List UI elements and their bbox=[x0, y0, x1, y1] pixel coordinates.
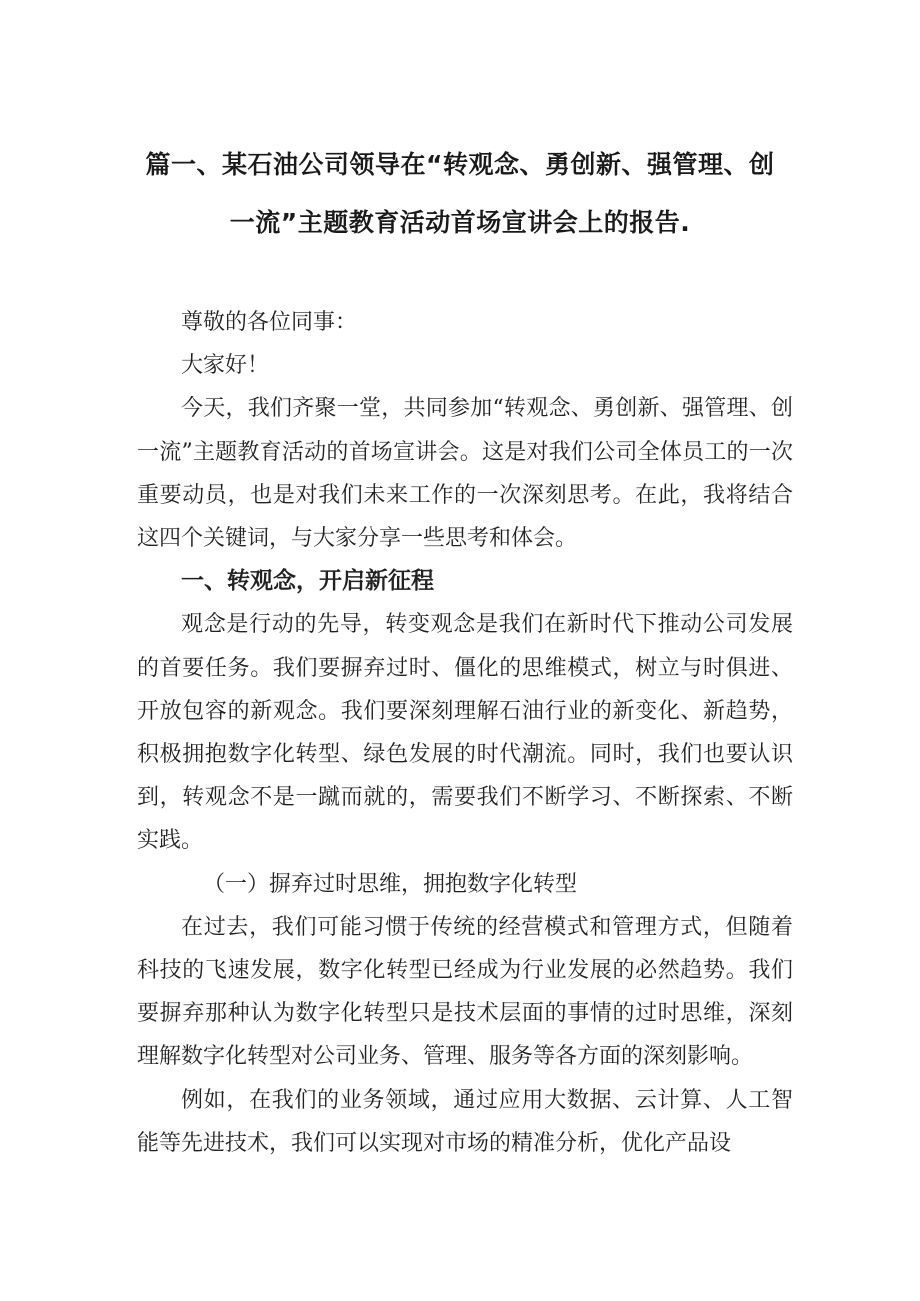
greeting: 大家好！ bbox=[181, 353, 270, 379]
section-1-paragraph: 观念是行动的先导，转变观念是我们在新时代下推动公司发展的首要任务。我们要摒弃过时、僵化的思维模式，树立与时俱进、开放包容的新观念。我们要深刻理解石油行业的新变化、新趋势，积极拥抱数字化转型、绿色发展的时代潮流。同时，我们也要认识到，转观念不是一蹴而就的，需要我们不断学习、不断探索、不断实践。 bbox=[137, 612, 793, 854]
intro-paragraph: 今天，我们齐聚一堂，共同参加“转观念、勇创新、强管理、创一流”主题教育活动的首场宣讲会。这是对我们公司全体员工的一次重要动员，也是对我们未来工作的一次深刻思考。在此，我将结合这四个关键词，与大家分享一些思考和体会。 bbox=[137, 396, 793, 552]
salutation: 尊敬的各位同事： bbox=[181, 310, 358, 335]
subsection-1-paragraph-1: 在过去，我们可能习惯于传统的经营模式和管理方式，但随着科技的飞速发展，数字化转型已经成为行业发展的必然趋势。我们要摒弃那种认为数字化转型只是技术层面的事情的过时思维，深刻理解数字化转型对公司业务、管理、服务等各方面的深刻影响。 bbox=[137, 914, 793, 1070]
document-body bbox=[137, 301, 793, 1165]
subsection-1-paragraph-2: 例如，在我们的业务领域，通过应用大数据、云计算、人工智能等先进技术，我们可以实现对市场的精准分析，优化产品设 bbox=[137, 1087, 793, 1156]
document-title-line-1: 篇一、某石油公司领导在“转观念、勇创新、强管理、创 bbox=[145, 150, 775, 179]
section-heading-1: 一、转观念，开启新征程 bbox=[181, 568, 434, 595]
document-title-line-2: 一流”主题教育活动首场宣讲会上的报告. bbox=[229, 208, 691, 237]
subsection-heading-1: （一）摒弃过时思维，拥抱数字化转型 bbox=[203, 871, 578, 897]
